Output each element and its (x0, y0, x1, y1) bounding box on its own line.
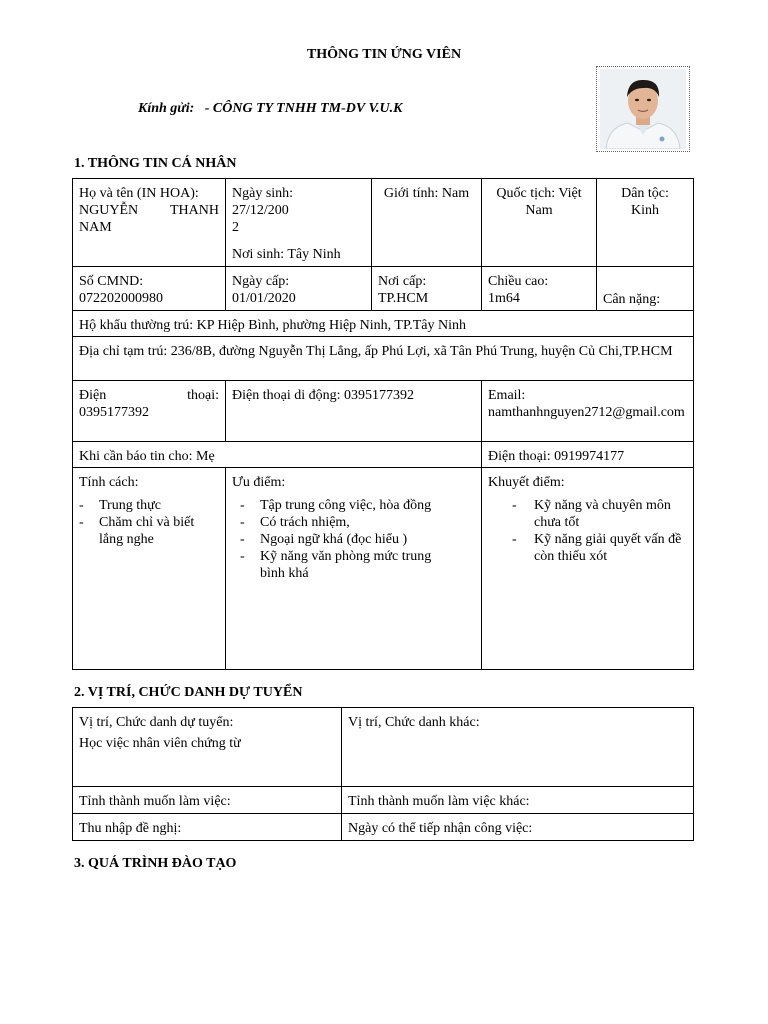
full-name-value: NGUYỄN THANH (79, 203, 219, 218)
recipient-company: - CÔNG TY TNHH TM-DV V.U.K (204, 101, 403, 116)
start-date-cell: Ngày có thể tiếp nhận công việc: (342, 814, 694, 841)
full-name-label: Họ và tên (IN HOA): (79, 186, 199, 201)
email-cell (482, 381, 694, 442)
personality-item: - Chăm chỉ và biết lắng nghe (79, 514, 219, 548)
position-cell (73, 708, 342, 787)
position-table (72, 707, 694, 841)
section-1-heading: 1. THÔNG TIN CÁ NHÂN (74, 156, 237, 171)
issue-place-label: Nơi cấp: (378, 274, 427, 289)
recipient-label: Kính gửi: (138, 101, 195, 116)
mobile-cell: Điện thoại di động: 0395177392 (226, 381, 482, 442)
personal-info-table (72, 178, 694, 670)
work-city-cell: Tỉnh thành muốn làm việc: (73, 787, 342, 814)
height-cell (482, 267, 597, 311)
personality-item: - Trung thực (79, 497, 219, 514)
email-label: Email: (488, 388, 526, 403)
other-work-city-cell: Tỉnh thành muốn làm việc khác: (342, 787, 694, 814)
dob-value: 27/12/200 (232, 203, 289, 218)
full-name-cell (73, 179, 226, 267)
issue-date-cell (226, 267, 372, 311)
position-label: Vị trí, Chức danh dự tuyển: (79, 715, 234, 730)
temporary-address: Địa chỉ tạm trú: 236/8B, đường Nguyễn Thị Lẳng, ấp Phú Lợi, xã Tân Phú Trung, huyện Củ Chi,TP.HCM (73, 337, 694, 381)
personality-label: Tính cách: (79, 475, 139, 490)
height-label: Chiều cao: (488, 274, 549, 289)
strength-item: - Ngoại ngữ khá (đọc hiểu ) (240, 531, 454, 548)
full-name-value-2: NAM (79, 220, 112, 235)
strength-item: - Tập trung công việc, hòa đồng (240, 497, 454, 514)
weaknesses-cell (482, 468, 694, 670)
id-value: 072202000980 (79, 291, 163, 306)
dob-cell (226, 179, 372, 267)
height-value: 1m64 (488, 291, 520, 306)
recipient-line (138, 100, 402, 117)
strength-item: - Có trách nhiệm, (240, 514, 454, 531)
weaknesses-label: Khuyết điểm: (488, 475, 565, 490)
weight-cell (597, 267, 694, 311)
section-2-heading: 2. VỊ TRÍ, CHỨC DANH DỰ TUYỂN (74, 685, 303, 700)
position-value: Học việc nhân viên chứng từ (79, 736, 241, 751)
portrait-image (600, 69, 686, 149)
phone-value: 0395177392 (79, 405, 149, 420)
id-label: Số CMND: (79, 274, 144, 289)
weight-label: Cân nặng: (603, 292, 661, 307)
birthplace: Nơi sinh: Tây Ninh (232, 247, 341, 262)
nationality-cell: Quốc tịch: Việt Nam (482, 179, 597, 267)
issue-place-value: TP.HCM (378, 291, 429, 306)
email-value: namthanhnguyen2712@gmail.com (488, 405, 685, 420)
dob-label: Ngày sinh: (232, 186, 294, 201)
issue-date-label: Ngày cấp: (232, 274, 290, 289)
strengths-cell (226, 468, 482, 670)
ethnicity-cell: Dân tộc: Kinh (597, 179, 694, 267)
personality-cell (73, 468, 226, 670)
issue-place-cell (372, 267, 482, 311)
weakness-item: - Kỹ năng và chuyên môn chưa tốt (512, 497, 687, 531)
emergency-contact: Khi cần báo tin cho: Mẹ (73, 442, 482, 468)
strength-item: - Kỹ năng văn phòng mức trung bình khá (240, 548, 454, 582)
salary-cell: Thu nhập đề nghị: (73, 814, 342, 841)
other-position-cell: Vị trí, Chức danh khác: (342, 708, 694, 787)
phone-label: Điện thoại: (79, 388, 219, 403)
emergency-phone: Điện thoại: 0919974177 (482, 442, 694, 468)
weakness-item: - Kỹ năng giải quyết vấn đề còn thiếu xót (512, 531, 687, 565)
phone-cell (73, 381, 226, 442)
applicant-photo (596, 66, 690, 152)
issue-date-value: 01/01/2020 (232, 291, 296, 306)
permanent-address: Hộ khẩu thường trú: KP Hiệp Bình, phường Hiệp Ninh, TP.Tây Ninh (73, 311, 694, 337)
section-3-heading: 3. QUÁ TRÌNH ĐÀO TẠO (74, 856, 237, 871)
document-title: THÔNG TIN ỨNG VIÊN (306, 47, 462, 62)
id-cell (73, 267, 226, 311)
dob-value-2: 2 (232, 220, 239, 235)
gender-cell: Giới tính: Nam (372, 179, 482, 267)
strengths-label: Ưu điểm: (232, 475, 286, 490)
